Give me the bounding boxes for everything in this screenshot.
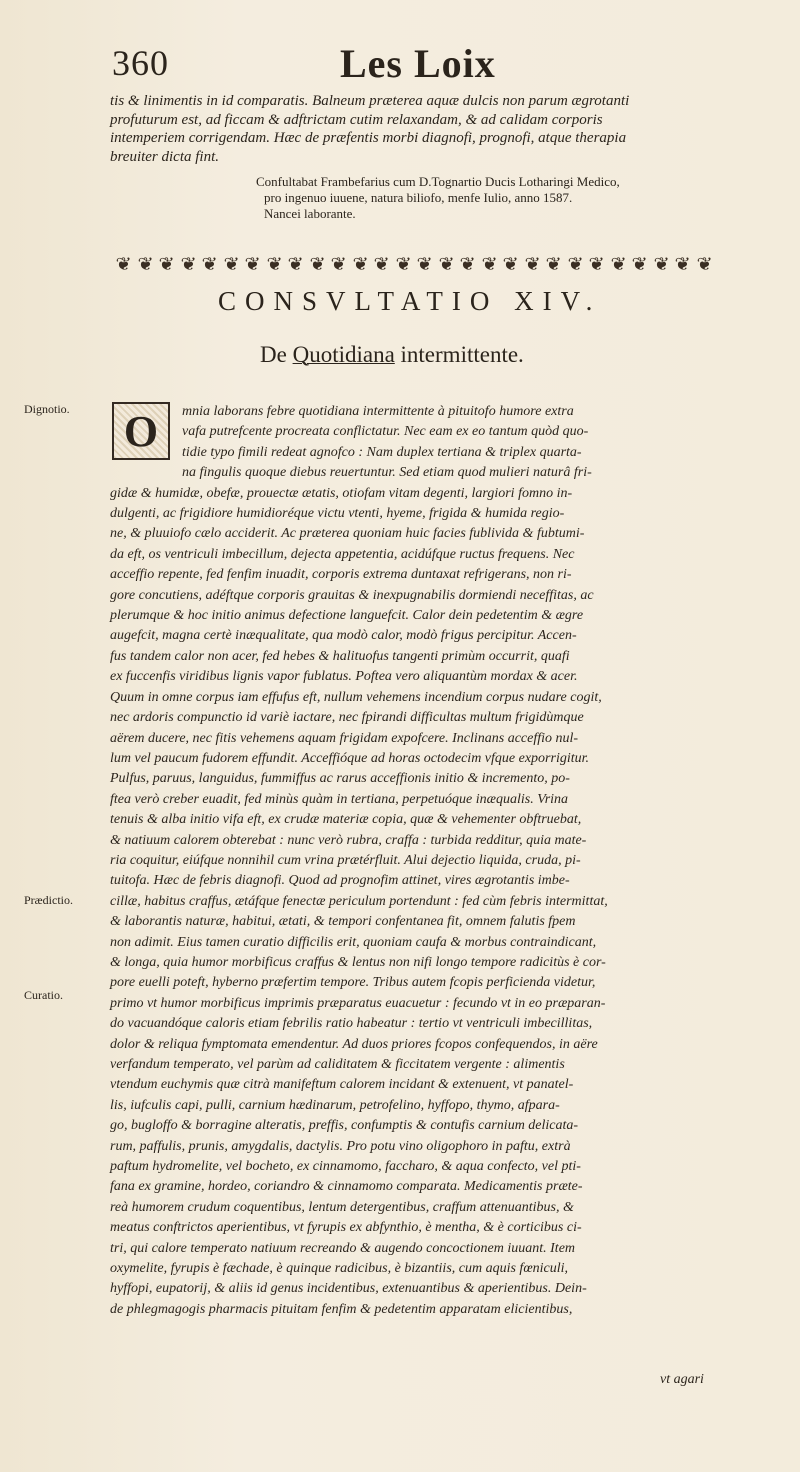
fleuron-icon: ❦	[265, 253, 281, 274]
body-line: Quum in omne corpus iam effufus eft, nullum vehemens incendium corpus nudare cogit,	[110, 689, 602, 705]
fleuron-icon: ❦	[373, 253, 388, 274]
ornamental-band	[116, 254, 710, 274]
decorated-initial-letter: O	[112, 402, 170, 460]
fleuron-icon: ❦	[416, 253, 431, 274]
body-line: gore concutiens, adéftque corporis grauitas & inexpugnabilis dormiendi neceffitas, ac	[110, 587, 594, 603]
body-line: vtendum euchymis quæ citrà manifeftum calorem incidant & extenuent, vt panatel-	[110, 1077, 574, 1093]
running-title: Les Loix	[340, 41, 496, 86]
body-text	[110, 402, 710, 1320]
body-line: hyffopi, eupatorij, & aliis id genus incidentibus, extenuantibus & aperientibus. Dein-	[110, 1281, 587, 1297]
section-subtitle	[260, 342, 524, 368]
fleuron-icon: ❦	[502, 253, 517, 274]
body-line: verfandum temperato, vel parùm ad caliditatem & ficcitatem vergente : alimentis	[110, 1057, 565, 1072]
fleuron-icon: ❦	[222, 253, 238, 274]
fleuron-icon: ❦	[351, 253, 367, 274]
subtitle-underlined-word: Quotidiana	[292, 342, 395, 367]
consultation-note	[256, 174, 716, 222]
body-line: meatus conftrictos aperientibus, vt fyrupis ex abfynthio, è mentha, & è corticibus ci-	[110, 1220, 582, 1236]
body-line: ne, & pluuiofo cælo acciderit. Ac præterea quoniam huic facies fublivida & fubtumi-	[110, 526, 585, 542]
body-line: tidie typo fimili redeat agnofco : Nam duplex tertiana & triplex quarta-	[182, 444, 582, 460]
body-line: mnia laborans febre quotidiana intermittente à pituitofo humore extra	[182, 404, 574, 419]
margin-note-dignotio: Dignotio.	[24, 402, 70, 416]
fleuron-icon: ❦	[652, 253, 668, 274]
body-line: dolor & reliqua fymptomata emendentur. Ad duos priores fcopos confequendos, in aëre	[110, 1036, 598, 1052]
body-line: ria coquitur, eiúfque nonnihil cum vrina prætérfluit. Alui dejectio liquida, cruda, pi-	[110, 852, 581, 868]
body-line: dulgenti, ac frigidiore humidioréque victu vtenti, hyeme, frigida & humida regio-	[110, 506, 565, 522]
body-line: Pulfus, paruus, languidus, fummiffus ac rarus acceffionis initio & incremento, po-	[110, 771, 570, 787]
body-line: do vacuandóque caloris etiam febrilis ratio habeatur : tertio vt ventriculi imbecillitas,	[110, 1016, 593, 1032]
fleuron-icon: ❦	[480, 253, 496, 274]
body-line: fana ex gramine, hordeo, coriandro & cinnamomo comparata. Medicamentis præte-	[110, 1179, 583, 1195]
fleuron-icon: ❦	[695, 253, 711, 274]
body-line: & laborantis naturæ, habitui, ætati, & tempori confentanea fit, omnem falutis fpem	[110, 914, 576, 930]
consultation-line: Nancei laborante.	[264, 206, 356, 221]
fleuron-icon: ❦	[588, 253, 603, 274]
body-line: aërem ducere, nec fitis vehemens aquam frigidam expofcere. Inclinans acceffio nul-	[110, 730, 579, 746]
subtitle-prefix: De	[260, 342, 293, 367]
body-line: & longa, quia humor morbificus craffus & lentus non nifi longo tempore radicitùs è cor-	[110, 954, 606, 970]
fleuron-icon: ❦	[115, 253, 130, 274]
body-line: go, bugloffo & borragine alteratis, preffis, confumptis & contufis carnium delicata-	[110, 1118, 579, 1134]
body-line: fus tandem calor non acer, fed hebes & halituofus tangenti primùm occurrit, quafi	[110, 648, 570, 664]
body-line: tenuis & alba initio vifa eft, ex crudæ materiæ copia, quæ & vehementer obftruebat,	[110, 812, 582, 828]
body-line: ex fuccenfis viridibus lignis vapor fublatus. Poftea vero aliquantùm mordax & acer.	[110, 669, 578, 685]
body-line: nec ardoris compunctio id variè iactare, nec fpirandi difficultas multum frigidùmque	[110, 710, 584, 726]
body-line: oxymelite, fyrupis è fæchade, è quinque radicibus, è bizantiis, cum aquis fœniculi,	[110, 1261, 569, 1277]
fleuron-icon: ❦	[244, 253, 259, 274]
body-line: augefcit, magna certè inæqualitate, qua modò calor, modò frigus percipitur. Accen-	[110, 628, 577, 644]
body-line: lum vel paucum fudorem effundit. Acceffióque ad horas octodecim vfque exporrigitur.	[110, 750, 590, 766]
body-line: vafa putrefcente procreata conflictatur. Nec eam ex eo tantum quòd quo-	[182, 424, 589, 440]
fleuron-icon: ❦	[523, 253, 539, 274]
fleuron-icon: ❦	[674, 253, 689, 274]
fleuron-icon: ❦	[287, 253, 302, 274]
fleuron-icon: ❦	[631, 253, 646, 274]
body-line: ftea verò creber euadit, fed minùs quàm in tertiana, perpetuóque inæqualis. Vrina	[110, 791, 569, 807]
body-line: tuitofa. Hæc de febris diagnofi. Quod ad prognofim attinet, vires ægrotantis imbe-	[110, 873, 570, 889]
intro-line: tis & linimentis in id comparatis. Balneum præterea aquæ dulcis non parum ægrotanti	[110, 93, 630, 109]
consultation-line: Confultabat Frambefarius cum D.Tognartio Ducis Lotharingi Medico,	[256, 174, 620, 189]
subtitle-suffix: intermittente.	[394, 342, 524, 367]
catchword: vt agari	[660, 1372, 704, 1387]
fleuron-icon: ❦	[566, 253, 582, 274]
fleuron-icon: ❦	[179, 253, 195, 274]
body-line: gidæ & humidæ, obefæ, prouectæ ætatis, otiofam vitam degenti, largiori fomno in-	[110, 485, 573, 501]
fleuron-icon: ❦	[437, 253, 453, 274]
fleuron-icon: ❦	[609, 253, 625, 274]
body-line: lis, iufculis capi, pulli, carnium hædinarum, petrofelino, hyffopo, thymo, afpara-	[110, 1097, 560, 1113]
body-line: reà humorem crudum coquentibus, lentum detergentibus, craffum attenuantibus, &	[110, 1199, 574, 1215]
margin-note-curatio: Curatio.	[24, 988, 63, 1002]
consultation-line: pro ingenuo iuuene, natura biliofo, menfe Iulio, anno 1587.	[264, 190, 573, 205]
intro-paragraph	[110, 92, 710, 167]
body-line: pore euelli poteft, hyberno præfertim tempore. Tribus autem fcopis perficienda videtur,	[110, 975, 596, 991]
body-line: rum, paffulis, prunis, amygdalis, dactylis. Pro potu vino oligophoro in paftu, extrà	[110, 1138, 571, 1154]
body-line: paftum hydromelite, vel bocheto, ex cinnamomo, faccharo, & aqua confecto, vel pti-	[110, 1159, 581, 1175]
body-line: acceffio repente, fed fenfim inuadit, corporis extrema duntaxat refrigerans, non ri-	[110, 567, 572, 583]
intro-line: profuturum est, ad ficcam & adftrictam cutim relaxandam, & ad calidam corporis	[110, 111, 603, 128]
body-line: tri, qui calore temperato natiuum recreando & augendo concoctionem iuuant. Item	[110, 1240, 576, 1256]
body-line: da eft, os ventriculi imbecillum, dejecta appetentia, acidúfque ructus frequens. Nec	[110, 546, 575, 562]
fleuron-icon: ❦	[136, 253, 152, 274]
body-line: & natiuum calorem obterebat : nunc verò rubra, craffa : turbida redditur, quia mate-	[110, 832, 587, 848]
body-line: primo vt humor morbificus imprimis præparatus euacuetur : fecundo vt in eo præparan-	[110, 995, 606, 1011]
intro-line: breuiter dicta fint.	[110, 149, 220, 166]
body-line: plerumque & hoc initio animus defectione languefcit. Calor dein pedetentim & ægre	[110, 608, 584, 624]
fleuron-icon: ❦	[394, 253, 410, 274]
body-line: de phlegmagogis pharmacis pituitam fenfim & pedetentim apparatam elicientibus,	[110, 1301, 573, 1317]
page-header	[112, 42, 732, 92]
fleuron-icon: ❦	[308, 253, 324, 274]
section-title: CONSVLTATIO XIV.	[218, 286, 602, 316]
body-line: na fingulis quoque diebus reuertuntur. Sed etiam quod mulieri naturâ fri-	[182, 465, 592, 481]
page-number: 360	[112, 43, 169, 83]
body-line: cillæ, habitus craffus, ætáfque fenectæ periculum portendunt : fed cùm febris intermittat,	[110, 893, 608, 909]
fleuron-icon: ❦	[545, 253, 560, 274]
fleuron-icon: ❦	[158, 253, 173, 274]
body-line: non adimit. Eius tamen curatio difficilis erit, quoniam caufa & morbus contraindicant,	[110, 934, 597, 950]
fleuron-icon: ❦	[459, 253, 474, 274]
fleuron-icon: ❦	[330, 253, 345, 274]
fleuron-icon: ❦	[201, 253, 216, 274]
intro-line: intemperiem corrigendam. Hæc de præfentis morbi diagnofi, prognofi, atque therapia	[110, 130, 627, 147]
margin-note-praedictio: Prædictio.	[24, 893, 74, 907]
